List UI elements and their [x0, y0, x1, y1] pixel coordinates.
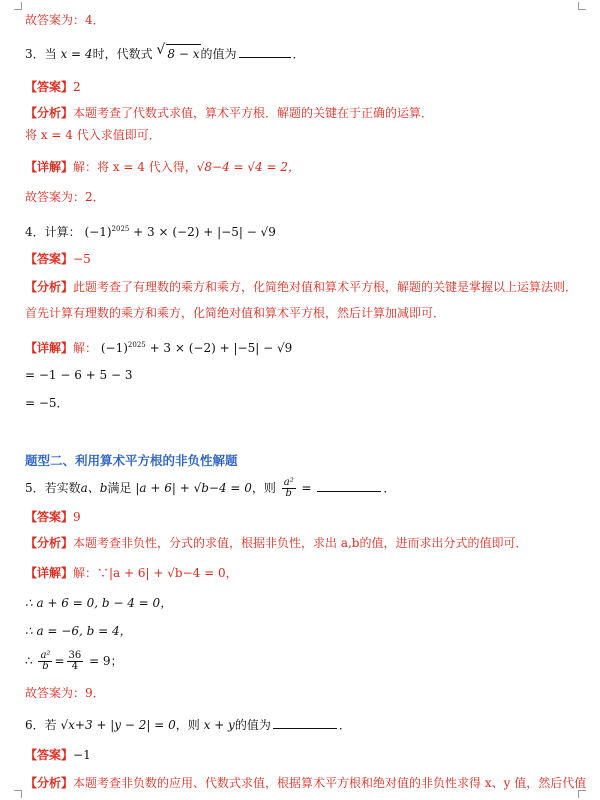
math-step: = 9； [85, 654, 123, 668]
detail-step [25, 594, 588, 612]
detail-tag: 【详解】 [25, 566, 74, 580]
answer-line [25, 746, 588, 764]
math-expression: + 3 × (−2) + |−5| − √9 [129, 225, 276, 239]
analysis-text: 将 x = 4 代入求值即可． [25, 128, 161, 142]
detail-line [25, 158, 588, 176]
answer-conclusion [25, 684, 588, 702]
answer-blank [239, 45, 291, 58]
analysis-line [25, 278, 588, 296]
math-expression: (−1) [84, 225, 112, 239]
answer-conclusion-q2 [25, 11, 588, 29]
detail-step [25, 366, 588, 384]
math-expression: + 3 × (−2) + |−5| − √9 [145, 341, 293, 355]
analysis-line [25, 534, 588, 552]
detail-step: ∴ $\frac{\text{a²}}{b}$ = $\frac{36}{4}$ = 9； [25, 650, 123, 672]
radicand: 8 − x [166, 44, 200, 63]
answer-line [25, 78, 588, 96]
detail-tag: 【详解】 [25, 341, 74, 355]
detail-tag: 【详解】 [25, 160, 74, 174]
question-number: 3．当 [25, 47, 57, 61]
question-6: 6．若 √x+3 + |y − 2| = 0，则 x + y的值为 ． [25, 718, 351, 732]
section-heading [25, 452, 588, 470]
denominator: b [42, 661, 49, 672]
question-4 [25, 220, 588, 241]
analysis-text: 本题考查非负性，分式的求值，根据非负性，求出 a,b的值，进而求出分式的值即可． [73, 536, 528, 550]
question-number: 6．若 [25, 718, 57, 732]
answer-conclusion [25, 188, 588, 206]
question-3: 3．当 x = 4时，代数式 √ 8 − x的值为 ． [25, 44, 588, 63]
text: 故答案为：4． [25, 13, 105, 27]
detail-text: 解：∵|a + 6| + √b−4 = 0， [73, 566, 238, 580]
answer-value: 9 [73, 510, 81, 524]
math-expression: (−1) [100, 341, 128, 355]
text: 故答案为：2． [25, 190, 105, 204]
text: 时，代数式 [92, 47, 153, 61]
answer-blank [317, 479, 381, 492]
denominator: b [285, 488, 292, 499]
math-step: ∴ a + 6 = 0, b − 4 = 0， [25, 596, 173, 610]
text: ，则 [251, 481, 276, 495]
math-expression: √x+3 + |y − 2| = 0 [60, 718, 176, 732]
math-variables: a、b [80, 481, 108, 495]
denominator: 4 [71, 661, 79, 672]
answer-line [25, 250, 588, 268]
math-expression: √8−4 = √4 = 2， [196, 160, 300, 174]
text: = [297, 481, 316, 495]
text: 的值为 [234, 718, 271, 732]
analysis-text: 首先计算有理数的乘方和乘方，化简绝对值和算术平方根，然后计算加减即可． [25, 306, 446, 320]
analysis-tag: 【分析】 [25, 776, 74, 790]
answer-value: −5 [73, 252, 91, 266]
text: 的值为 [200, 47, 237, 61]
detail-step [25, 394, 588, 412]
answer-tag: 【答案】 [25, 510, 74, 524]
detail-line [25, 336, 588, 357]
analysis-tag: 【分析】 [25, 280, 74, 294]
page-corner-mark [14, 790, 22, 798]
detail-text: 解：将 x = 4 代入得， [73, 160, 197, 174]
answer-value: 2 [73, 80, 81, 94]
detail-text: 解： [73, 341, 98, 355]
numerator: a² [40, 650, 51, 661]
question-number: 4．计算： [25, 225, 81, 239]
analysis-text: 本题考查非负数的应用、代数式求值，根据算术平方根和绝对值的非负性求得 x、y 值，然后代值 [73, 776, 587, 790]
section-title: 题型二、利用算术平方根的非负性解题 [25, 453, 238, 468]
answer-blank [273, 716, 337, 729]
answer-tag: 【答案】 [25, 252, 74, 266]
page-corner-mark [14, 2, 22, 10]
therefore-symbol: ∴ [25, 654, 33, 668]
math-step: = −5． [25, 396, 69, 410]
text: 故答案为：9． [25, 686, 105, 700]
analysis-line [25, 104, 588, 122]
question-number: 5．若实数 [25, 481, 81, 495]
analysis-line [25, 126, 588, 144]
analysis-tag: 【分析】 [25, 536, 74, 550]
exponent: 2025 [127, 341, 146, 349]
answer-value: −1 [73, 748, 91, 762]
math-step: = −1 − 6 + 5 − 3 [25, 368, 133, 382]
math-expression: x + y [203, 718, 235, 732]
math-step: ∴ a = −6, b = 4， [25, 624, 132, 638]
analysis-text: 本题考查了代数式求值，算术平方根．解题的关键在于正确的运算． [73, 106, 434, 120]
detail-step [25, 622, 588, 640]
fraction [67, 651, 84, 672]
math-expression: |a + 6| + √b−4 = 0 [135, 481, 252, 495]
text: ，则 [175, 718, 200, 732]
exponent: 2025 [111, 225, 130, 233]
analysis-line [25, 304, 588, 322]
sqrt-expression [157, 44, 200, 63]
page-corner-mark [578, 2, 586, 10]
math-expression: x = 4 [60, 47, 93, 61]
detail-line [25, 564, 588, 582]
numerator: a² [283, 477, 294, 488]
question-5: 5．若实数a、b满足 |a + 6| + √b−4 = 0，则 $\frac{\text{a²}}{b}$ = ． [25, 477, 396, 499]
numerator: 36 [68, 650, 82, 661]
answer-line [25, 508, 588, 526]
analysis-tag: 【分析】 [25, 106, 74, 120]
analysis-text: 此题考查了有理数的乘方和乘方，化简绝对值和算术平方根，解题的关键是掌握以上运算法则． [73, 280, 578, 294]
answer-tag: 【答案】 [25, 748, 74, 762]
analysis-line [25, 774, 588, 792]
fraction [282, 478, 296, 499]
text: 满足 [107, 481, 132, 495]
answer-tag: 【答案】 [25, 80, 74, 94]
fraction [38, 651, 52, 672]
